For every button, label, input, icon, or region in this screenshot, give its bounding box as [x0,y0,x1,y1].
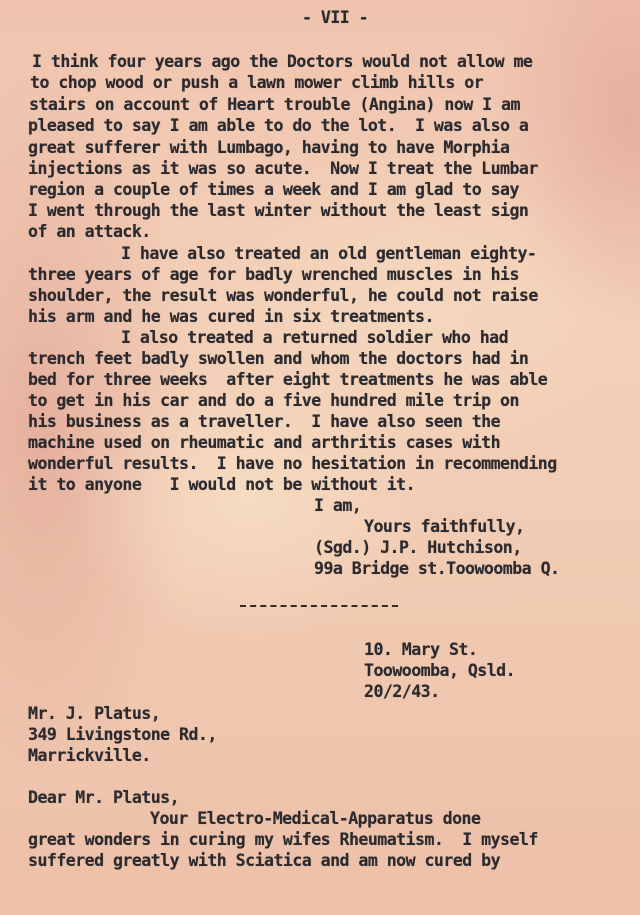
closing: I am, [314,496,362,515]
divider-line [240,605,398,607]
body-line: Your Electro-Medical-Apparatus done [150,809,481,828]
body-line: machine used on rheumatic and arthritis cases with [28,433,501,452]
body-line: three years of age for badly wrenched muscles in his [28,265,519,284]
sender-address-line: Toowoomba, Qsld. [364,661,516,680]
sender-address-line: 10. Mary St. [364,640,478,659]
body-line: great wonders in curing my wifes Rheumatism. I myself [28,830,538,849]
page-number: - VII - [302,8,369,27]
body-line: suffered greatly with Sciatica and am now cured by [28,851,501,870]
signer-address: 99a Bridge st.Toowoomba Q. [314,559,560,578]
recipient-line: Mr. J. Platus, [28,704,161,723]
body-line: I have also treated an old gentleman eighty- [121,244,537,263]
body-line: wonderful results. I have no hesitation in recommending [28,454,557,473]
body-line: great sufferer with Lumbago, having to have Morphia [28,138,510,157]
body-line: pleased to say I am able to do the lot. I was also a [28,116,529,135]
body-line: shoulder, the result was wonderful, he could not raise [28,286,538,305]
body-line: it to anyone I would not be without it. [28,475,416,494]
recipient-line: Marrickville. [28,746,151,765]
body-line: bed for three weeks after eight treatments he was able [28,370,548,389]
recipient-line: 349 Livingstone Rd., [28,725,217,744]
valediction: Yours faithfully, [364,517,525,536]
body-line: his business as a traveller. I have also seen the [28,412,501,431]
body-line: I also treated a returned soldier who had [121,328,509,347]
letter-date: 20/2/43. [364,682,440,701]
body-line: of an attack. [28,222,151,241]
salutation: Dear Mr. Platus, [28,788,180,807]
body-line: stairs on account of Heart trouble (Angina) now I am [29,95,520,114]
body-line: his arm and he was cured in six treatments. [28,307,434,326]
body-line: trench feet badly swollen and whom the doctors had in [28,349,529,368]
body-line: I think four years ago the Doctors would not allow me [32,52,533,71]
body-line: injections as it was so acute. Now I treat the Lumbar [28,159,538,178]
body-line: to chop wood or push a lawn mower climb hills or [30,73,484,92]
body-line: to get in his car and do a five hundred mile trip on [28,391,519,410]
signature: (Sgd.) J.P. Hutchison, [314,538,522,557]
body-line: I went through the last winter without the least sign [28,201,529,220]
body-line: region a couple of times a week and I am glad to say [28,180,519,199]
